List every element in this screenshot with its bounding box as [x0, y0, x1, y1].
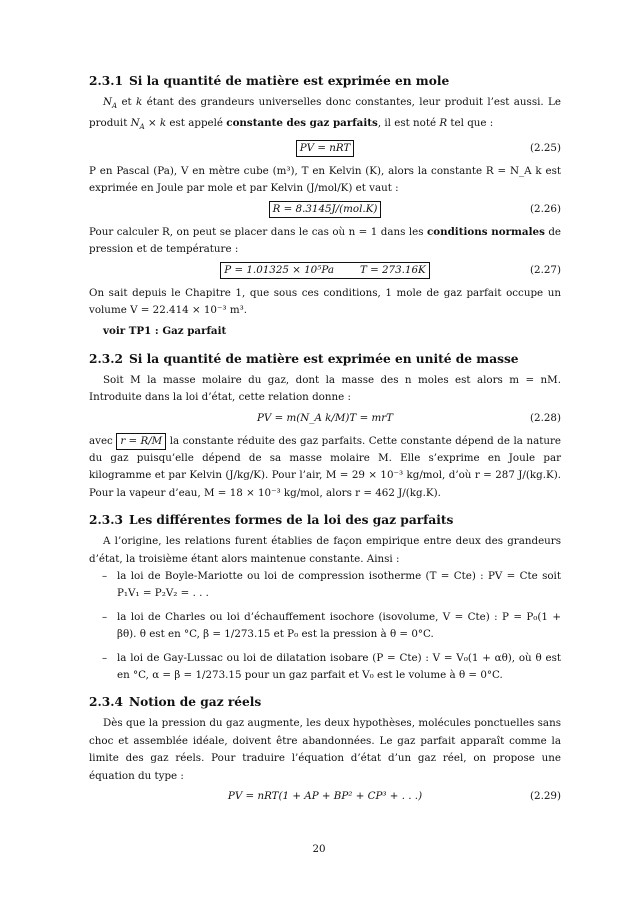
paragraph: Dès que la pression du gaz augmente, les deux hypothèses, molécules ponctuelles sans choc et assemblée idéale, doivent être abandonnées. Le gaz parfait apparaît comme la limite des gaz réels. Pour traduire l’équation d’état d’un gaz réel, on propose une équation du type :: [89, 717, 561, 782]
section-title: Si la quantité de matière est exprimée en mole: [129, 74, 450, 88]
boxed-equation: r = R/M: [116, 433, 166, 450]
paragraph: On sait depuis le Chapitre 1, que sous ces conditions, 1 mole de gaz parfait occupe un volume V = 22.414 × 10⁻³ m³.: [89, 286, 561, 316]
law-list: [89, 568, 561, 684]
text: , il est noté: [377, 117, 440, 130]
paragraph: P en Pascal (Pa), V en mètre cube (m³), T en Kelvin (K), alors la constante R = N_A k est exprimée en Joule par mole et par Kelvin (J/mol/K) et vaut :: [89, 164, 561, 195]
equation-part: T = 273.16K: [359, 263, 426, 276]
symbol: k: [136, 96, 143, 108]
text: ×: [144, 117, 160, 130]
paragraph: A l’origine, les relations furent établies de façon empirique entre deux des grandeurs d’état, la troisième étant alors maintenue constante. Ainsi :: [89, 535, 561, 565]
section-title: Notion de gaz réels: [129, 695, 262, 710]
section-number: 2.3.1: [89, 74, 123, 88]
text: tel que :: [447, 117, 494, 130]
list-item: – la loi de Gay-Lussac ou loi de dilatation isobare (P = Cte) : V = V₀(1 + αθ), où θ est en °C, α = β = 1/273.15 pour un gaz parfait et V₀ est le volume à θ = 0°C.: [102, 651, 561, 682]
paragraph: Soit M la masse molaire du gaz, dont la masse des n moles est alors m = nM. Introduite dans la loi d’état, cette relation donne :: [89, 373, 561, 404]
equation-2-29: [89, 788, 561, 806]
equation-number: (2.27): [530, 263, 561, 276]
paragraph: $N_A$ et k étant des grandeurs universelles donc constantes, leur produit l’est aussi. Le produit $N_A \times k$ est appelé constante des gaz parfaits, il est noté R tel que :: [89, 96, 561, 132]
bold-term: conditions normales: [426, 225, 545, 238]
equation: PV = m(N_A k/M)T = mrT: [256, 411, 394, 424]
bold-term: constante des gaz parfaits: [226, 117, 378, 130]
paragraph: [89, 433, 561, 503]
equation-part: P = 1.01325 × 10⁵Pa: [224, 263, 334, 276]
list-item-text: la loi de Gay-Lussac ou loi de dilatation isobare (P = Cte) : V = V₀(1 + αθ), où θ est en °C, α = β = 1/273.15 pour un gaz parfait et V₀ est le volume à θ = 0°C.: [117, 651, 561, 682]
list-item-text: la loi de Boyle-Mariotte ou loi de compression isotherme (T = Cte) : PV = Cte soit P₁V₁ = P₂V₂ = . . .: [117, 570, 561, 600]
text: Pour calculer R, on peut se placer dans le cas où n = 1 dans les: [89, 225, 427, 238]
equation-2-25: [89, 140, 561, 158]
list-item: – la loi de Charles ou loi d’échauffement isochore (isovolume, V = Cte) : P = P₀(1 + βθ). θ est en °C, β = 1/273.15 et P₀ est la pression à θ = 0°C.: [102, 610, 561, 641]
equation-number: (2.26): [530, 202, 561, 215]
symbol: R: [439, 117, 448, 130]
section-heading-2-3-1: [89, 72, 561, 90]
list-item-text: la loi de Charles ou loi d’échauffement isochore (isovolume, V = Cte) : P = P₀(1 + βθ). θ est en °C, β = 1/273.15 et P₀ est la pression à θ = 0°C.: [117, 610, 561, 641]
boxed-equation: R = 8.3145J/(mol.K): [269, 201, 382, 218]
page-number: 20: [312, 843, 326, 855]
symbol: N: [130, 117, 140, 130]
section-heading-2-3-4: [89, 693, 561, 711]
page-content: [89, 72, 561, 811]
equation-2-27: [89, 262, 561, 280]
symbol: N: [103, 96, 113, 108]
text: de pression et de température :: [89, 225, 562, 256]
equation-2-26: [89, 201, 561, 219]
text: et: [117, 96, 137, 108]
equation-number: (2.29): [530, 790, 561, 803]
text: la constante réduite des gaz parfaits. Cette constante dépend de la nature du gaz puisqu’elle dépend de sa masse molaire M. Elle s’exprime en Joule par kilogramme et par Kelvin (J/kg/K). Pour l’air, M = 29 × 10⁻³ kg/mol, d’où r = 287 J/(kg.K). Pour la vapeur d’eau, M = 18 × 10⁻³ kg/mol, alors r = 462 J/(kg.K).: [89, 434, 562, 499]
boxed-equation: PV = nRT: [296, 140, 355, 157]
section-number: 2.3.2: [89, 351, 123, 366]
paragraph: [89, 224, 561, 259]
symbol: k: [159, 117, 167, 130]
equation: PV = nRT(1 + AP + BP² + CP³ + . . .): [227, 790, 423, 803]
text: avec: [89, 434, 117, 447]
text: étant des grandeurs universelles donc constantes, leur produit l’est aussi. Le produit: [89, 96, 561, 130]
tp-reference: voir TP1 : Gaz parfait: [103, 325, 227, 338]
boxed-equation: [220, 262, 429, 279]
text: est appelé: [166, 117, 227, 130]
equation-number: (2.28): [530, 411, 561, 424]
section-title: Les différentes formes de la loi des gaz parfaits: [129, 513, 454, 528]
list-item: – la loi de Boyle-Mariotte ou loi de compression isotherme (T = Cte) : PV = Cte soit P₁V₁ = P₂V₂ = . . .: [102, 570, 561, 600]
section-title: Si la quantité de matière est exprimée en unité de masse: [129, 351, 519, 366]
equation-2-28: [89, 410, 561, 428]
section-number: 2.3.4: [89, 695, 123, 710]
section-heading-2-3-3: [89, 511, 561, 529]
equation-number: (2.25): [530, 141, 561, 154]
section-number: 2.3.3: [89, 513, 123, 528]
section-heading-2-3-2: [89, 350, 561, 368]
